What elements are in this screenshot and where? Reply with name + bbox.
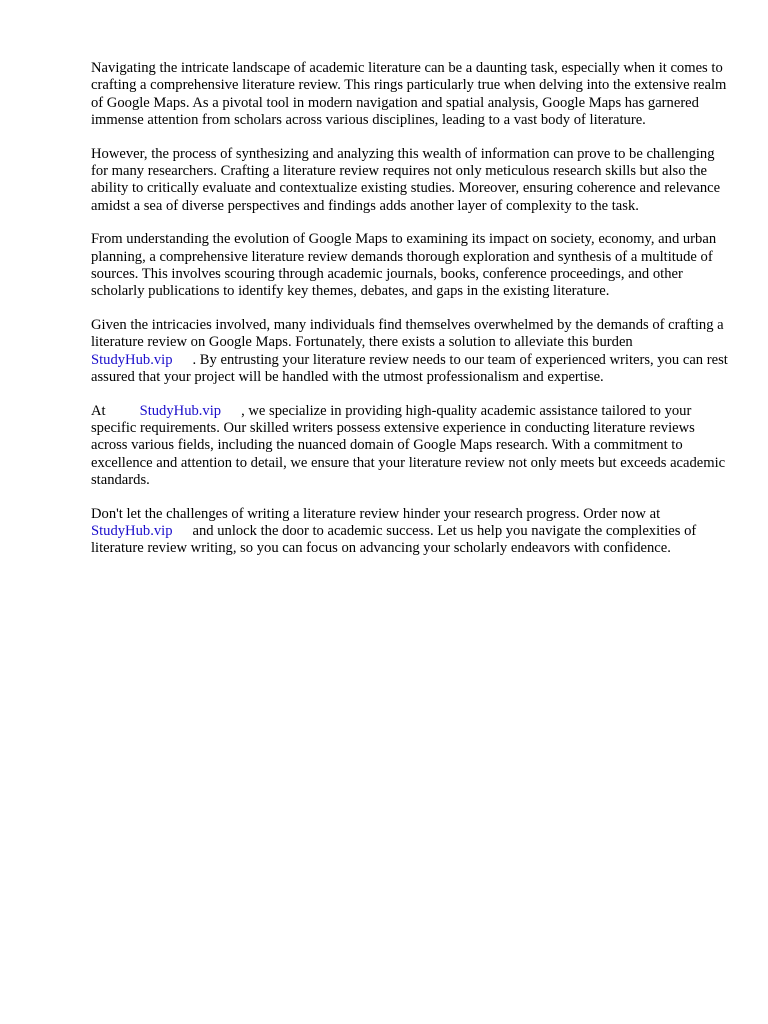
studyhub-link-1[interactable]: StudyHub.vip: [91, 351, 173, 368]
paragraph-solution: [91, 317, 731, 386]
paragraph-service-text-after: , we specialize in providing high-quality academic assistance tailored to your specific requirements. Our skilled writers possess extensive experience in conducting literature reviews across various fields, including the nuanced domain of Google Maps research. With a commitment to excellence and attention to detail, we ensure that your literature review not only meets but exceeds academic standards.: [91, 402, 726, 488]
paragraph-solution-text-before: Given the intricacies involved, many individuals find themselves overwhelmed by the demands of crafting a literature review on Google Maps. Fortunately, there exists a solution to alleviate this burden: [91, 317, 724, 351]
paragraph-service-text-before: At: [91, 402, 106, 419]
paragraph-scope: From understanding the evolution of Google Maps to examining its impact on society, economy, and urban planning, a comprehensive literature review demands thorough exploration and synthesis of a multitude of sources. This involves scouring through academic journals, books, conference proceedings, and other scholarly publications to identify key themes, debates, and gaps in the existing literature.: [91, 231, 717, 300]
studyhub-link-3[interactable]: StudyHub.vip: [91, 523, 173, 540]
paragraph-service: [91, 403, 731, 489]
paragraph-challenges: However, the process of synthesizing and analyzing this wealth of information can prove to be challenging for many researchers. Crafting a literature review requires not only meticulous research skills but also the ability to critically evaluate and contextualize existing studies. Moreover, ensuring coherence and relevance amidst a sea of diverse perspectives and findings adds another layer of complexity to the task.: [91, 145, 721, 214]
studyhub-link-2[interactable]: StudyHub.vip: [139, 402, 222, 419]
paragraph-solution-text-after: . By entrusting your literature review needs to our team of experienced writers, you can rest assured that your project will be handled with the utmost professionalism and expertise.: [91, 351, 728, 385]
paragraph-call-to-action: [91, 506, 731, 558]
paragraph-intro: Navigating the intricate landscape of academic literature can be a daunting task, especially when it comes to crafting a comprehensive literature review. This rings particularly true when delving into the extensive realm of Google Maps. As a pivotal tool in modern navigation and spatial analysis, Google Maps has garnered immense attention from scholars across various disciplines, leading to a vast body of literature.: [91, 60, 727, 128]
paragraph-cta-text-after: and unlock the door to academic success. Let us help you navigate the complexities of literature review writing, so you can focus on advancing your scholarly endeavors with confidence.: [91, 523, 697, 557]
paragraph-cta-text-before: Don't let the challenges of writing a literature review hinder your research progress. Order now at: [91, 505, 661, 522]
document-body: [91, 60, 731, 574]
